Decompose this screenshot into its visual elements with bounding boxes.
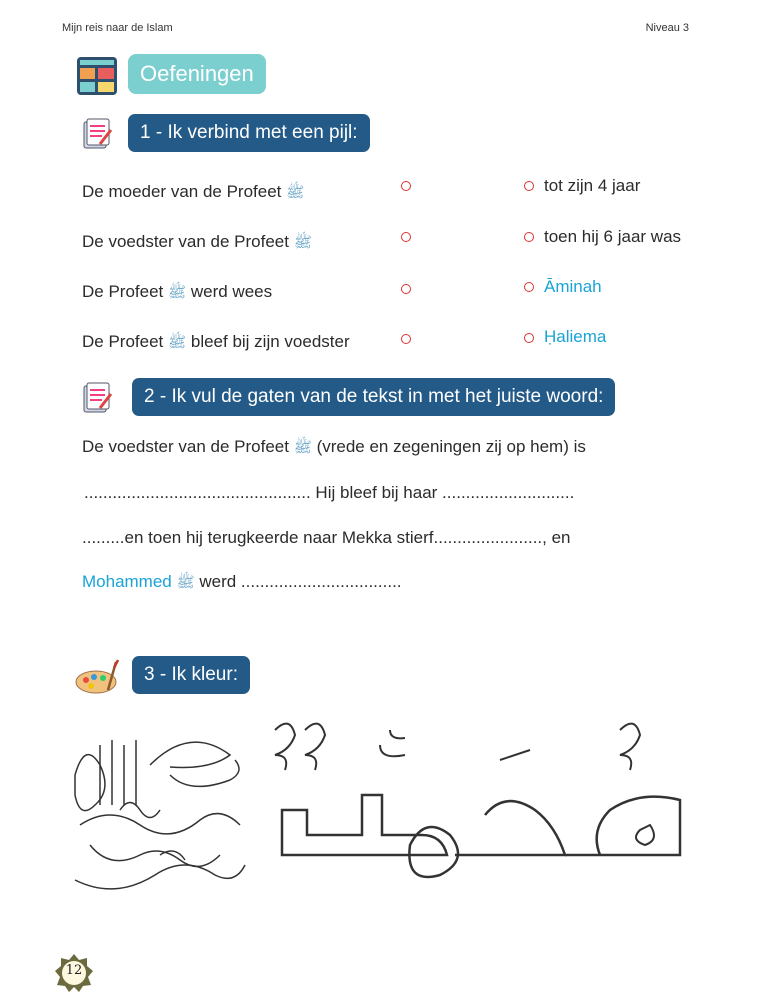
match-right-4: Ḥaliema (544, 327, 607, 346)
match-right-3: Āminah (544, 277, 602, 296)
match-dot-left-4[interactable] (401, 334, 411, 344)
fill-line-3: .........en toen hij terugkeerde naar Mekka stierf......................., en (82, 528, 571, 547)
section-2-heading: 2 - Ik vul de gaten van de tekst in met het juiste woord: (132, 378, 615, 416)
match-dot-left-2[interactable] (401, 232, 411, 242)
fill-line-4: Mohammed ﷺ werd .................................. (82, 572, 402, 591)
match-left-2: De voedster van de Profeet ﷺ (82, 232, 312, 251)
match-dot-right-4[interactable] (524, 333, 534, 343)
paint-palette-icon (74, 658, 120, 696)
match-dot-right-3[interactable] (524, 282, 534, 292)
section-3-heading: 3 - Ik kleur: (132, 656, 250, 694)
header-right: Niveau 3 (645, 22, 689, 34)
match-right-2: toen hij 6 jaar was (544, 227, 682, 246)
layout-icon (76, 56, 118, 96)
match-left-1: De moeder van de Profeet ﷺ (82, 182, 305, 201)
match-dot-right-1[interactable] (524, 181, 534, 191)
fill-line-1: De voedster van de Profeet ﷺ (vrede en zegeningen zij op hem) is (82, 437, 586, 456)
page-title: Oefeningen (128, 54, 266, 94)
page-number: 12 (65, 963, 83, 978)
match-dot-right-2[interactable] (524, 232, 534, 242)
calligraphy-coloring-picture (60, 715, 720, 915)
section-1-heading: 1 - Ik verbind met een pijl: (128, 114, 370, 152)
match-dot-left-3[interactable] (401, 284, 411, 294)
notepad-icon (80, 380, 114, 414)
match-left-3: De Profeet ﷺ werd wees (82, 282, 273, 301)
fill-line-2: ................................................ Hij bleef bij haar ............................ (84, 483, 575, 502)
match-right-1: tot zijn 4 jaar (544, 176, 641, 195)
header-left: Mijn reis naar de Islam (62, 22, 173, 34)
match-left-4: De Profeet ﷺ bleef bij zijn voedster (82, 332, 350, 351)
match-dot-left-1[interactable] (401, 181, 411, 191)
notepad-icon (80, 116, 114, 150)
